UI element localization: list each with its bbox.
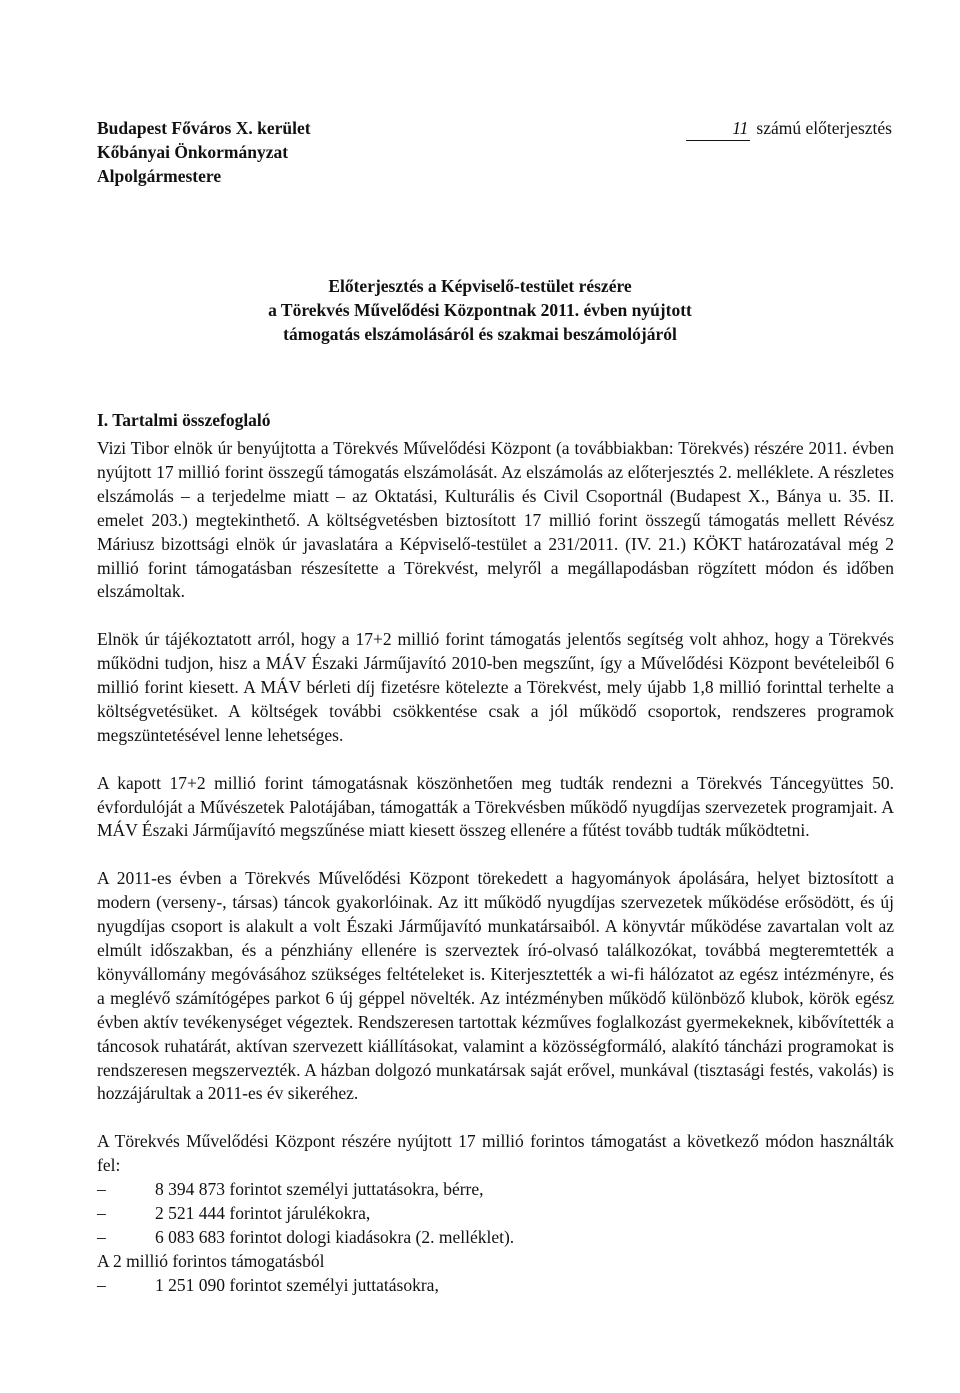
list-item bbox=[97, 1202, 894, 1226]
list-item-text: 6 083 683 forintot dologi kiadásokra (2. melléklet). bbox=[155, 1226, 515, 1247]
list-item bbox=[97, 1226, 894, 1250]
issuer-line: Alpolgármestere bbox=[97, 166, 222, 186]
list-item-text: 1 251 090 forintot személyi juttatásokra, bbox=[155, 1274, 439, 1295]
proposal-number: 11 bbox=[686, 116, 750, 141]
issuer-line: Budapest Főváros X. kerület bbox=[97, 118, 311, 138]
issuer-line: Kőbányai Önkormányzat bbox=[97, 142, 289, 162]
title-line: Előterjesztés a Képviselő-testület részére bbox=[328, 276, 632, 296]
paragraph: Elnök úr tájékoztatott arról, hogy a 17+2 millió forint támogatás jelentős segítség volt ahhoz, hogy a Törekvés működni tudjon, hisz a MÁV Északi Járműjavító 2010-ben megszűnt, így a Művelődési Központ bevételeiből 6 millió forint kiesett. A MÁV bérleti díj fizetésre kötelezte a Törekvést, mely újabb 1,8 millió forinttal terhelte a költségvetésüket. A költségek további csökkentése csak a jól működő csoportok, rendszeres programok megszüntetésével lenne lehetséges. bbox=[97, 629, 894, 745]
list-dash: – bbox=[97, 1179, 106, 1200]
spending-list bbox=[97, 1178, 894, 1250]
document-title bbox=[0, 274, 960, 346]
title-line: támogatás elszámolásáról és szakmai beszámolójáról bbox=[283, 324, 677, 344]
proposal-number-line bbox=[686, 116, 892, 141]
title-line: a Törekvés Művelődési Központnak 2011. évben nyújtott bbox=[268, 300, 692, 320]
list-item bbox=[97, 1274, 894, 1298]
list-item-text: 2 521 444 forintot járulékokra, bbox=[155, 1202, 371, 1223]
list-dash: – bbox=[97, 1226, 106, 1247]
list-item bbox=[97, 1178, 894, 1202]
list-item-text: 8 394 873 forintot személyi juttatásokra, bérre, bbox=[155, 1179, 484, 1200]
paragraph: A kapott 17+2 millió forint támogatásnak köszönhetően meg tudták rendezni a Törekvés Táncegyüttes 50. évfordulóját a Művészetek Palotájában, támogatták a Törekvésben működő nyugdíjas szervezetek programjait. A MÁV Északi Járműjavító megszűnése miatt kiesett összeg ellenére a fűtést tovább tudták működtetni. bbox=[97, 772, 894, 841]
paragraph: A 2011-es évben a Törekvés Művelődési Központ törekedett a hagyományok ápolására, helyet biztosított a modern (verseny-, társas) táncok gyakorlóinak. Az itt működő nyugdíjas szervezetek működése erősödött, és új nyugdíjas csoport is alakult a volt Északi Járműjavító munkatársaiból. A könyvtár működése zavartalan volt az elmúlt időszakban, és a pénzhiány ellenére is szerveztek író-olvasó találkozókat, továbbá megteremtették a könyvállomány megóvásához szükséges feltételeket is. Kiterjesztették a wi-fi hálózatot az egész intézményre, és a meglévő számítógépes parkot 6 új géppel növelték. Az intézményben működő különböző klubok, körök egész évben aktív tevékenységet végeztek. Rendszeresen tartottak kézműves foglalkozást gyermekeknek, kibővítették a táncosok ruhatárát, aktívan szervezett kiállításokat, valamint a közösségformáló, alakító táncházi programokat is rendszeresen megszervezték. A házban dolgozó munkatársak saját erővel, munkával (tisztasági festés, vakolás) is hozzájárultak a 2011-es év sikeréhez. bbox=[97, 868, 894, 1104]
spending-list-2 bbox=[97, 1274, 894, 1298]
paragraph: Vizi Tibor elnök úr benyújtotta a Törekvés Művelődési Központ (a továbbiakban: Törekvés) részére 2011. évben nyújtott 17 millió forint összegű támogatás elszámolását. Az elszámolás az előterjesztés 2. melléklete. A részletes elszámolás – a terjedelme miatt – az Oktatási, Kulturális és Civil Csoportnál (Budapest X., Bánya u. 35. II. emelet 203.) megtekinthető. A költségvetésben biztosított 17 millió forint összegű támogatás mellett Révész Máriusz bizottsági elnök úr javaslatára a Képviselő-testület a 231/2011. (IV. 21.) KÖKT határozatával még 2 millió forint támogatásban részesítette a Törekvést, melyről a megállapodásban rögzített módon és időben elszámoltak. bbox=[97, 438, 894, 602]
proposal-label: számú előterjesztés bbox=[756, 118, 892, 138]
issuer-block bbox=[97, 116, 311, 188]
list-dash: – bbox=[97, 1202, 106, 1223]
section-heading: I. Tartalmi összefoglaló bbox=[97, 410, 271, 430]
document-body bbox=[97, 437, 894, 1298]
list-dash: – bbox=[97, 1274, 106, 1295]
list-intro: A 2 millió forintos támogatásból bbox=[97, 1250, 325, 1271]
paragraph: A Törekvés Művelődési Központ részére nyújtott 17 millió forintos támogatást a következő módon használták fel: bbox=[97, 1131, 894, 1176]
